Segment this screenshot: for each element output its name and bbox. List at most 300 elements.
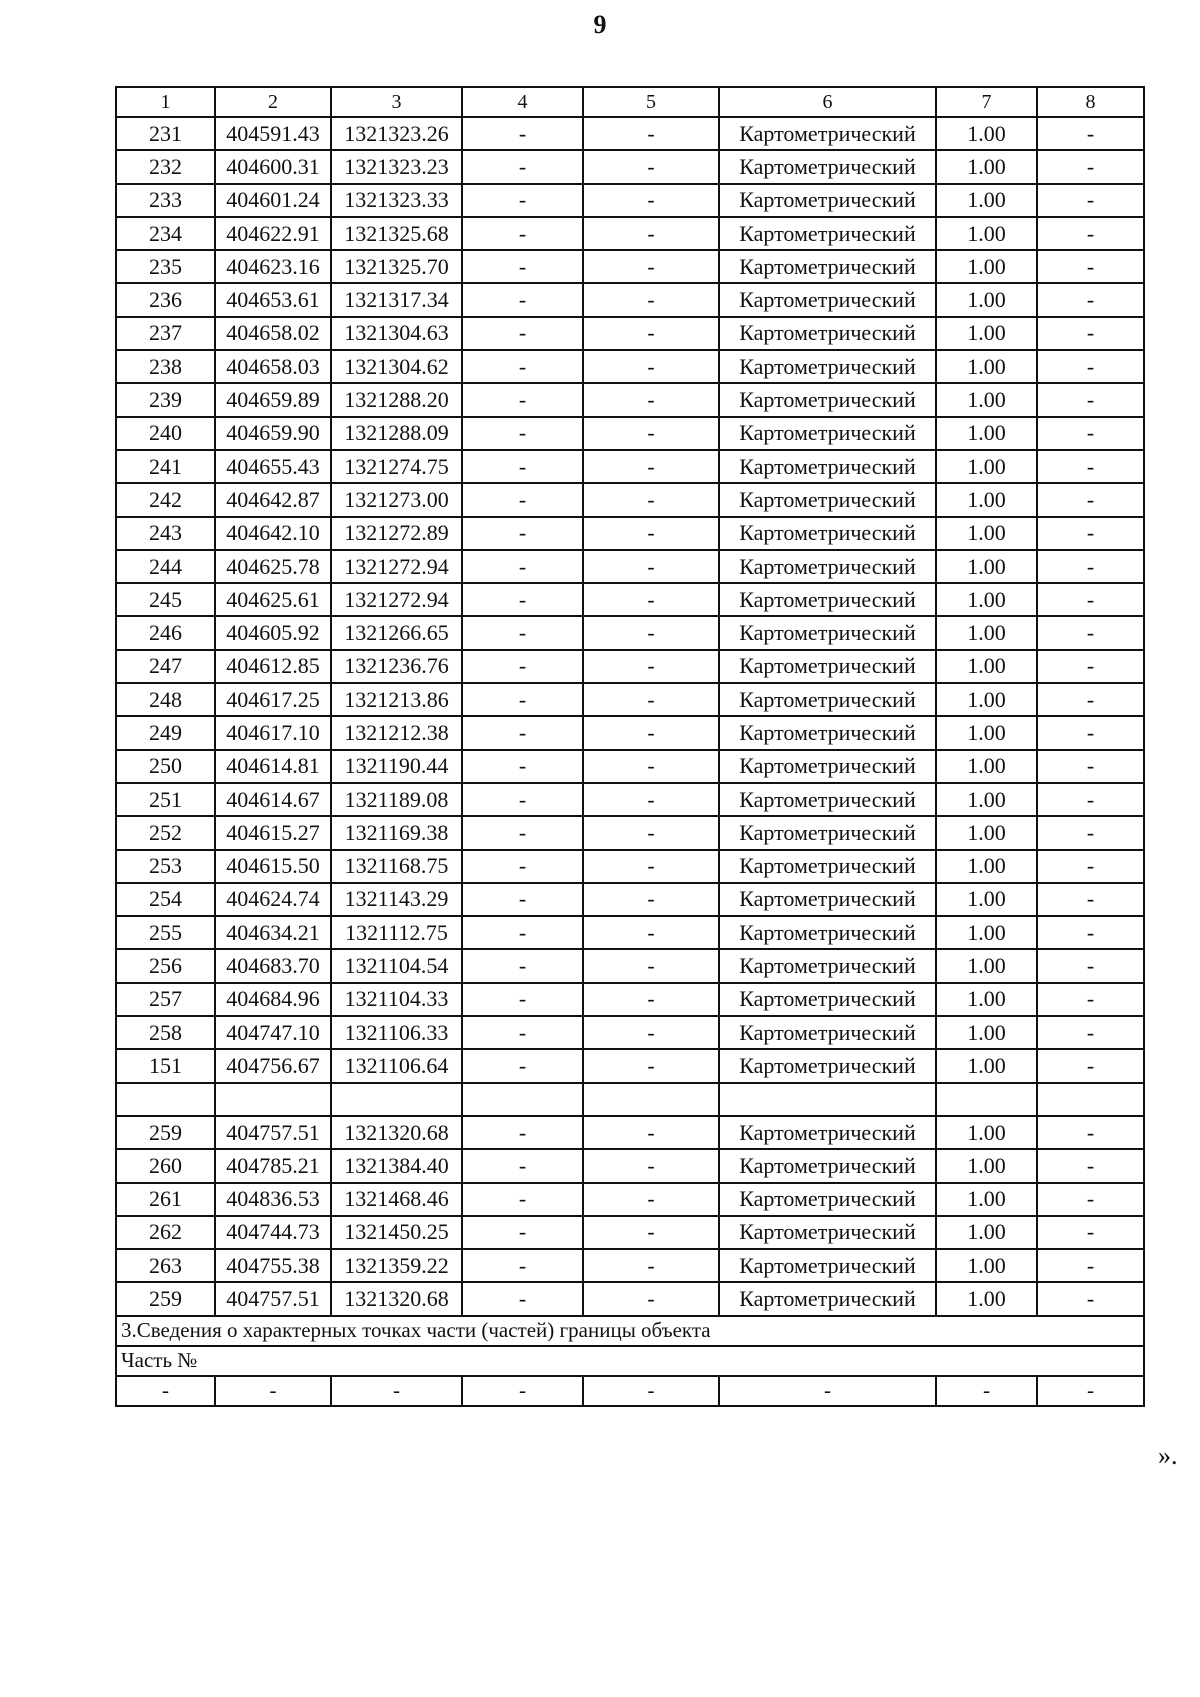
table-cell: - bbox=[1037, 417, 1144, 450]
table-cell: 1321288.09 bbox=[331, 417, 462, 450]
table-cell: 404785.21 bbox=[215, 1149, 331, 1182]
table-cell: 1.00 bbox=[936, 783, 1037, 816]
table-cell: - bbox=[583, 250, 719, 283]
part-label-row bbox=[116, 1346, 1144, 1376]
table-cell: 258 bbox=[116, 1016, 215, 1049]
table-cell: 248 bbox=[116, 683, 215, 716]
table-cell: - bbox=[583, 783, 719, 816]
column-header: 5 bbox=[583, 87, 719, 117]
table-cell: - bbox=[583, 417, 719, 450]
table-cell: 1321104.54 bbox=[331, 949, 462, 982]
table-cell: 1321323.23 bbox=[331, 150, 462, 183]
table-cell: 1.00 bbox=[936, 383, 1037, 416]
table-cell: 404614.81 bbox=[215, 750, 331, 783]
table-cell: - bbox=[462, 350, 583, 383]
table-cell: - bbox=[462, 217, 583, 250]
table-cell: 1321169.38 bbox=[331, 816, 462, 849]
table-cell: Картометрический bbox=[719, 716, 936, 749]
table-cell: 404653.61 bbox=[215, 283, 331, 316]
table-cell: Картометрический bbox=[719, 1216, 936, 1249]
table-row bbox=[116, 1249, 1144, 1282]
table-cell: 1321213.86 bbox=[331, 683, 462, 716]
table-cell: - bbox=[583, 1016, 719, 1049]
table-cell: - bbox=[1037, 650, 1144, 683]
table-cell: 404642.10 bbox=[215, 517, 331, 550]
footer-row bbox=[116, 1376, 1144, 1406]
table-cell: 259 bbox=[116, 1116, 215, 1149]
table-cell: 404659.90 bbox=[215, 417, 331, 450]
table-cell: - bbox=[462, 883, 583, 916]
table-cell: 1321325.70 bbox=[331, 250, 462, 283]
table-cell: - bbox=[719, 1376, 936, 1406]
table-cell: 404615.27 bbox=[215, 816, 331, 849]
table-cell: 404683.70 bbox=[215, 949, 331, 982]
table-row bbox=[116, 117, 1144, 150]
table-cell: 1321266.65 bbox=[331, 616, 462, 649]
table-cell bbox=[331, 1083, 462, 1116]
table-row bbox=[116, 1282, 1144, 1315]
table-row bbox=[116, 850, 1144, 883]
table-cell: Картометрический bbox=[719, 483, 936, 516]
table-cell: - bbox=[1037, 150, 1144, 183]
table-cell: - bbox=[583, 150, 719, 183]
table-row bbox=[116, 1216, 1144, 1249]
table-cell bbox=[215, 1083, 331, 1116]
table-cell: - bbox=[1037, 350, 1144, 383]
table-cell: 404615.50 bbox=[215, 850, 331, 883]
table-cell: 1.00 bbox=[936, 550, 1037, 583]
table-row bbox=[116, 383, 1144, 416]
table-cell: 1.00 bbox=[936, 683, 1037, 716]
table-cell: 1.00 bbox=[936, 750, 1037, 783]
table-cell: - bbox=[583, 550, 719, 583]
table-cell: 255 bbox=[116, 916, 215, 949]
table-cell: Картометрический bbox=[719, 1282, 936, 1315]
table-row bbox=[116, 250, 1144, 283]
table-cell: - bbox=[1037, 1249, 1144, 1282]
table-cell: - bbox=[583, 883, 719, 916]
table-cell: - bbox=[1037, 1016, 1144, 1049]
column-header: 4 bbox=[462, 87, 583, 117]
table-row bbox=[116, 317, 1144, 350]
table-cell: 1.00 bbox=[936, 150, 1037, 183]
table-cell bbox=[583, 1083, 719, 1116]
table-cell: 1321320.68 bbox=[331, 1282, 462, 1315]
table-cell: - bbox=[583, 1216, 719, 1249]
table-cell: 404658.02 bbox=[215, 317, 331, 350]
table-cell: - bbox=[1037, 1149, 1144, 1182]
table-cell: - bbox=[462, 716, 583, 749]
table-cell: 404612.85 bbox=[215, 650, 331, 683]
table-cell: 250 bbox=[116, 750, 215, 783]
table-cell: - bbox=[1037, 883, 1144, 916]
table-row bbox=[116, 1016, 1144, 1049]
table-cell: 1.00 bbox=[936, 483, 1037, 516]
table-cell: - bbox=[583, 583, 719, 616]
table-cell: 1321325.68 bbox=[331, 217, 462, 250]
table-row bbox=[116, 949, 1144, 982]
table-cell: 404622.91 bbox=[215, 217, 331, 250]
table-cell: - bbox=[583, 750, 719, 783]
table-cell: 252 bbox=[116, 816, 215, 849]
table-cell: 1321273.00 bbox=[331, 483, 462, 516]
table-cell: 238 bbox=[116, 350, 215, 383]
table-cell: Картометрический bbox=[719, 550, 936, 583]
table-row bbox=[116, 1183, 1144, 1216]
table-cell: - bbox=[462, 783, 583, 816]
table-row bbox=[116, 683, 1144, 716]
table-cell: 404601.24 bbox=[215, 184, 331, 217]
table-cell: 1.00 bbox=[936, 450, 1037, 483]
table-cell bbox=[462, 1083, 583, 1116]
table-cell: 404600.31 bbox=[215, 150, 331, 183]
table-cell: Картометрический bbox=[719, 883, 936, 916]
table-body bbox=[116, 87, 1144, 1406]
table-cell: 1.00 bbox=[936, 1116, 1037, 1149]
table-cell: Картометрический bbox=[719, 850, 936, 883]
table-cell: 1.00 bbox=[936, 883, 1037, 916]
table-cell: 262 bbox=[116, 1216, 215, 1249]
table-row bbox=[116, 583, 1144, 616]
table-cell: - bbox=[462, 517, 583, 550]
table-cell: 1321272.94 bbox=[331, 550, 462, 583]
table-cell: 1321288.20 bbox=[331, 383, 462, 416]
table-cell: - bbox=[583, 217, 719, 250]
table-cell: Картометрический bbox=[719, 1149, 936, 1182]
table-cell: - bbox=[1037, 517, 1144, 550]
table-cell: - bbox=[583, 1149, 719, 1182]
table-cell: 1.00 bbox=[936, 1149, 1037, 1182]
table-cell: 151 bbox=[116, 1049, 215, 1082]
table-cell: 263 bbox=[116, 1249, 215, 1282]
table-row bbox=[116, 916, 1144, 949]
table-cell: 1321323.33 bbox=[331, 184, 462, 217]
table-cell: - bbox=[1037, 850, 1144, 883]
table-cell: - bbox=[583, 517, 719, 550]
table-cell: 232 bbox=[116, 150, 215, 183]
table-cell: 236 bbox=[116, 283, 215, 316]
table-cell: 244 bbox=[116, 550, 215, 583]
table-cell: Картометрический bbox=[719, 683, 936, 716]
column-header: 2 bbox=[215, 87, 331, 117]
table-cell: - bbox=[462, 383, 583, 416]
table-row bbox=[116, 483, 1144, 516]
table-cell: 261 bbox=[116, 1183, 215, 1216]
table-cell: 233 bbox=[116, 184, 215, 217]
table-cell: Картометрический bbox=[719, 616, 936, 649]
table-cell: 1.00 bbox=[936, 983, 1037, 1016]
table-cell: 1.00 bbox=[936, 1249, 1037, 1282]
table-cell: 231 bbox=[116, 117, 215, 150]
table-cell: Картометрический bbox=[719, 783, 936, 816]
table-cell: Картометрический bbox=[719, 916, 936, 949]
table-cell: 1321450.25 bbox=[331, 1216, 462, 1249]
table-cell: - bbox=[1037, 949, 1144, 982]
table-cell: 260 bbox=[116, 1149, 215, 1182]
table-cell: Картометрический bbox=[719, 1116, 936, 1149]
table-cell: 1.00 bbox=[936, 1282, 1037, 1315]
table-cell: 246 bbox=[116, 616, 215, 649]
column-header: 7 bbox=[936, 87, 1037, 117]
table-cell: - bbox=[583, 184, 719, 217]
table-cell: 1.00 bbox=[936, 1183, 1037, 1216]
table-row bbox=[116, 650, 1144, 683]
table-cell: Картометрический bbox=[719, 983, 936, 1016]
table-cell: 1.00 bbox=[936, 217, 1037, 250]
table-cell: - bbox=[462, 1049, 583, 1082]
table-cell: - bbox=[462, 184, 583, 217]
table-cell: - bbox=[462, 916, 583, 949]
table-cell: Картометрический bbox=[719, 1016, 936, 1049]
table-cell: 1.00 bbox=[936, 250, 1037, 283]
table-cell: - bbox=[583, 383, 719, 416]
table-cell: - bbox=[1037, 317, 1144, 350]
table-cell: 1321468.46 bbox=[331, 1183, 462, 1216]
table-cell bbox=[116, 1083, 215, 1116]
table-cell: 1321384.40 bbox=[331, 1149, 462, 1182]
table-cell: Картометрический bbox=[719, 1049, 936, 1082]
table-row bbox=[116, 517, 1144, 550]
table-row bbox=[116, 816, 1144, 849]
table-cell: 259 bbox=[116, 1282, 215, 1315]
page-number: 9 bbox=[593, 10, 607, 39]
table-cell: - bbox=[462, 150, 583, 183]
table-cell: 404659.89 bbox=[215, 383, 331, 416]
table-cell: 1321274.75 bbox=[331, 450, 462, 483]
table-cell: 404605.92 bbox=[215, 616, 331, 649]
table-cell: - bbox=[1037, 1376, 1144, 1406]
table-cell: - bbox=[1037, 783, 1144, 816]
table-cell: Картометрический bbox=[719, 250, 936, 283]
table-cell: - bbox=[583, 483, 719, 516]
table-cell: 1.00 bbox=[936, 283, 1037, 316]
table-cell: - bbox=[462, 1216, 583, 1249]
table-row bbox=[116, 550, 1144, 583]
table-cell: - bbox=[583, 1282, 719, 1315]
table-cell: 247 bbox=[116, 650, 215, 683]
part-number-label: Часть № bbox=[116, 1346, 1144, 1376]
table-cell: - bbox=[462, 317, 583, 350]
table-cell: Картометрический bbox=[719, 517, 936, 550]
table-cell: 1321236.76 bbox=[331, 650, 462, 683]
table-cell: 1.00 bbox=[936, 650, 1037, 683]
table-cell: - bbox=[462, 1183, 583, 1216]
table-cell: Картометрический bbox=[719, 1249, 936, 1282]
table-cell: Картометрический bbox=[719, 650, 936, 683]
table-cell: - bbox=[583, 1049, 719, 1082]
column-header: 1 bbox=[116, 87, 215, 117]
table-cell: 240 bbox=[116, 417, 215, 450]
table-cell: 1321189.08 bbox=[331, 783, 462, 816]
table-cell: 1.00 bbox=[936, 949, 1037, 982]
table-cell bbox=[719, 1083, 936, 1116]
table-row bbox=[116, 1116, 1144, 1149]
table-cell: - bbox=[1037, 916, 1144, 949]
table-cell: - bbox=[1037, 483, 1144, 516]
table-cell: - bbox=[462, 850, 583, 883]
table-cell: 1321317.34 bbox=[331, 283, 462, 316]
table-cell: - bbox=[1037, 983, 1144, 1016]
table-cell: - bbox=[583, 983, 719, 1016]
table-cell: 1321323.26 bbox=[331, 117, 462, 150]
table-cell: Картометрический bbox=[719, 1183, 936, 1216]
table-cell: - bbox=[1037, 750, 1144, 783]
table-row bbox=[116, 350, 1144, 383]
table-cell: - bbox=[1037, 217, 1144, 250]
table-cell: - bbox=[1037, 1282, 1144, 1315]
table-cell: - bbox=[583, 450, 719, 483]
table-cell: - bbox=[583, 1116, 719, 1149]
table-cell: 1321272.94 bbox=[331, 583, 462, 616]
table-cell: - bbox=[583, 683, 719, 716]
table-cell: - bbox=[462, 483, 583, 516]
table-cell: - bbox=[583, 350, 719, 383]
table-cell: - bbox=[1037, 1183, 1144, 1216]
table-cell: Картометрический bbox=[719, 150, 936, 183]
table-cell: - bbox=[583, 1183, 719, 1216]
table-cell: 404625.61 bbox=[215, 583, 331, 616]
table-cell: 404624.74 bbox=[215, 883, 331, 916]
table-cell: 253 bbox=[116, 850, 215, 883]
table-cell: - bbox=[1037, 816, 1144, 849]
table-cell: - bbox=[1037, 250, 1144, 283]
table-cell: 404623.16 bbox=[215, 250, 331, 283]
table-cell bbox=[936, 1083, 1037, 1116]
table-cell: - bbox=[462, 616, 583, 649]
table-cell: 1321304.63 bbox=[331, 317, 462, 350]
table-cell: 1.00 bbox=[936, 417, 1037, 450]
table-cell: 1321272.89 bbox=[331, 517, 462, 550]
table-cell: Картометрический bbox=[719, 283, 936, 316]
table-cell: 1.00 bbox=[936, 517, 1037, 550]
table-cell: 1321320.68 bbox=[331, 1116, 462, 1149]
table-cell: 1.00 bbox=[936, 583, 1037, 616]
table-cell: 404744.73 bbox=[215, 1216, 331, 1249]
table-cell: - bbox=[462, 650, 583, 683]
table-cell: 404757.51 bbox=[215, 1282, 331, 1315]
table-cell: - bbox=[462, 1016, 583, 1049]
table-cell: - bbox=[462, 417, 583, 450]
table-cell: 1.00 bbox=[936, 317, 1037, 350]
column-header: 6 bbox=[719, 87, 936, 117]
table-cell: 404617.10 bbox=[215, 716, 331, 749]
table-cell: 1.00 bbox=[936, 350, 1037, 383]
table-cell: 404836.53 bbox=[215, 1183, 331, 1216]
table-cell: 404747.10 bbox=[215, 1016, 331, 1049]
table-cell: - bbox=[462, 949, 583, 982]
table-cell: 234 bbox=[116, 217, 215, 250]
table-cell: - bbox=[462, 1282, 583, 1315]
table-row bbox=[116, 450, 1144, 483]
table-cell: 404658.03 bbox=[215, 350, 331, 383]
table-cell: 1.00 bbox=[936, 1016, 1037, 1049]
table-cell: - bbox=[583, 949, 719, 982]
table-cell: 1321112.75 bbox=[331, 916, 462, 949]
table-cell: 235 bbox=[116, 250, 215, 283]
table-cell: 239 bbox=[116, 383, 215, 416]
column-header: 8 bbox=[1037, 87, 1144, 117]
table-cell: 1321168.75 bbox=[331, 850, 462, 883]
table-cell: 404642.87 bbox=[215, 483, 331, 516]
table-cell: 404625.78 bbox=[215, 550, 331, 583]
table-cell: 1321143.29 bbox=[331, 883, 462, 916]
table-cell: Картометрический bbox=[719, 117, 936, 150]
table-cell: 254 bbox=[116, 883, 215, 916]
table-cell: - bbox=[1037, 1216, 1144, 1249]
table-cell: 1321106.33 bbox=[331, 1016, 462, 1049]
table-cell: - bbox=[462, 750, 583, 783]
table-row bbox=[116, 150, 1144, 183]
table-cell: - bbox=[462, 1149, 583, 1182]
table-cell: - bbox=[583, 117, 719, 150]
table-cell: - bbox=[1037, 583, 1144, 616]
table-cell: - bbox=[583, 816, 719, 849]
table-cell: - bbox=[583, 716, 719, 749]
table-cell: 1.00 bbox=[936, 716, 1037, 749]
table-cell: 404756.67 bbox=[215, 1049, 331, 1082]
section-title-row bbox=[116, 1316, 1144, 1346]
table-cell: - bbox=[462, 983, 583, 1016]
table-cell: - bbox=[936, 1376, 1037, 1406]
table-cell: - bbox=[1037, 283, 1144, 316]
table-cell: 241 bbox=[116, 450, 215, 483]
table-cell: 1321190.44 bbox=[331, 750, 462, 783]
table-cell: - bbox=[462, 1116, 583, 1149]
table-cell: - bbox=[1037, 117, 1144, 150]
table-cell: 1321304.62 bbox=[331, 350, 462, 383]
table-cell: 1.00 bbox=[936, 117, 1037, 150]
table-cell: - bbox=[583, 283, 719, 316]
table-cell: 257 bbox=[116, 983, 215, 1016]
header-row bbox=[116, 87, 1144, 117]
table-cell: - bbox=[215, 1376, 331, 1406]
table-cell: Картометрический bbox=[719, 383, 936, 416]
table-cell: Картометрический bbox=[719, 317, 936, 350]
table-cell: - bbox=[462, 816, 583, 849]
table-row bbox=[116, 417, 1144, 450]
coordinates-table bbox=[115, 86, 1145, 1407]
table-row bbox=[116, 1083, 1144, 1116]
table-cell: - bbox=[583, 317, 719, 350]
table-cell: - bbox=[462, 283, 583, 316]
table-cell: Картометрический bbox=[719, 417, 936, 450]
table-cell: - bbox=[462, 250, 583, 283]
table-cell: 404634.21 bbox=[215, 916, 331, 949]
table-cell: - bbox=[583, 616, 719, 649]
table-cell: 404591.43 bbox=[215, 117, 331, 150]
table-cell: 237 bbox=[116, 317, 215, 350]
table-cell: - bbox=[462, 117, 583, 150]
section-title: 3.Сведения о характерных точках части (частей) границы объекта bbox=[116, 1316, 1144, 1346]
table-row bbox=[116, 750, 1144, 783]
table-cell: 1.00 bbox=[936, 184, 1037, 217]
table-row bbox=[116, 716, 1144, 749]
table-cell: - bbox=[1037, 1116, 1144, 1149]
table-row bbox=[116, 217, 1144, 250]
table-cell: 1.00 bbox=[936, 616, 1037, 649]
table-row bbox=[116, 1049, 1144, 1082]
table-cell: - bbox=[462, 583, 583, 616]
table-cell: 1321104.33 bbox=[331, 983, 462, 1016]
table-cell: - bbox=[583, 650, 719, 683]
table-cell: Картометрический bbox=[719, 583, 936, 616]
table-cell: 242 bbox=[116, 483, 215, 516]
table-cell: - bbox=[116, 1376, 215, 1406]
table-row bbox=[116, 283, 1144, 316]
table-cell: 404617.25 bbox=[215, 683, 331, 716]
table-cell: Картометрический bbox=[719, 750, 936, 783]
table-cell: 256 bbox=[116, 949, 215, 982]
